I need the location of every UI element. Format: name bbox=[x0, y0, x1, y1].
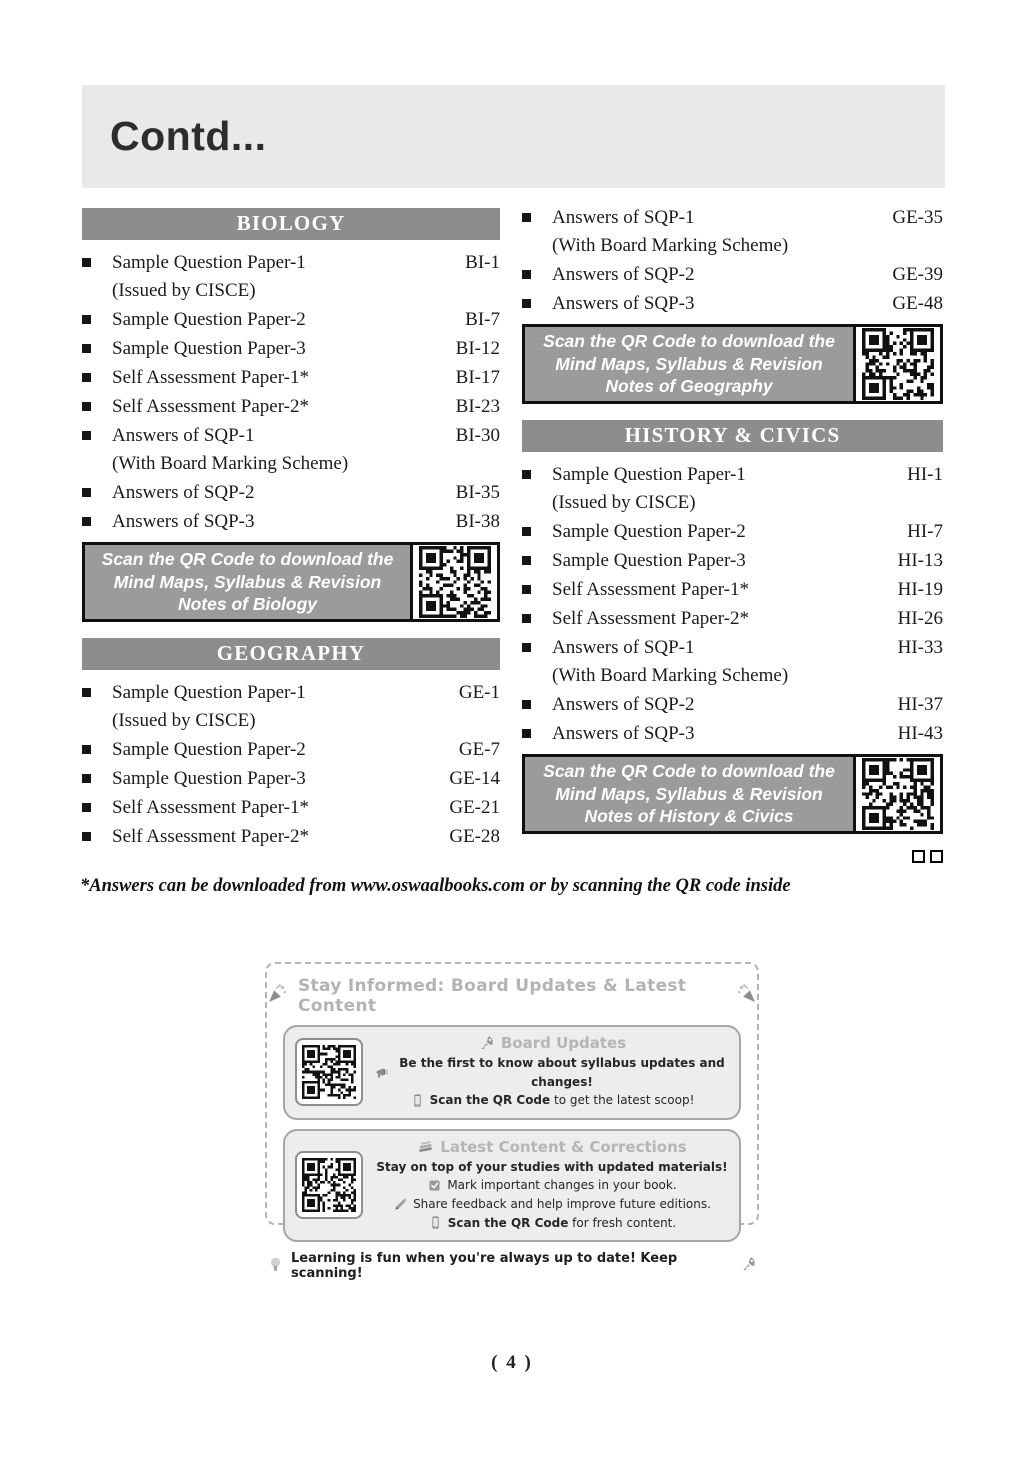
toc-item-subtitle: (With Board Marking Scheme) bbox=[112, 453, 349, 474]
rocket-icon bbox=[478, 1035, 495, 1052]
toc-item bbox=[82, 363, 500, 392]
qr-download-banner bbox=[522, 754, 943, 834]
stay-informed-line bbox=[375, 1158, 729, 1177]
qr-code bbox=[419, 546, 491, 618]
toc-item-label: Self Assessment Paper-1* bbox=[112, 797, 309, 818]
bullet-square-icon bbox=[522, 270, 531, 279]
toc-item-page: GE-21 bbox=[449, 797, 500, 818]
stay-informed-line bbox=[375, 1195, 729, 1214]
toc-item-page: HI-33 bbox=[897, 637, 943, 658]
qr-download-banner bbox=[522, 324, 943, 404]
qr-banner-line: Mind Maps, Syllabus & Revision bbox=[555, 353, 823, 374]
toc-item bbox=[82, 334, 500, 363]
stay-informed-card bbox=[283, 1025, 741, 1120]
toc-item bbox=[522, 546, 943, 575]
stay-informed-box bbox=[265, 962, 759, 1282]
toc-item-label: Answers of SQP-3 bbox=[112, 511, 255, 532]
toc-item-label: Answers of SQP-2 bbox=[552, 694, 695, 715]
toc-item-page: BI-1 bbox=[465, 252, 500, 273]
bullet-square-icon bbox=[82, 688, 91, 697]
toc-item bbox=[82, 248, 500, 277]
stay-informed-title: Stay Informed: Board Updates & Latest Content bbox=[298, 976, 687, 1016]
toc-item-subtitle: (With Board Marking Scheme) bbox=[552, 665, 789, 686]
books-icon bbox=[417, 1138, 434, 1155]
toc-item-page: GE-14 bbox=[449, 768, 500, 789]
qr-banner-text bbox=[525, 757, 853, 831]
toc-item bbox=[522, 633, 943, 662]
toc-item-label: Self Assessment Paper-2* bbox=[112, 826, 309, 847]
bullet-square-icon bbox=[522, 614, 531, 623]
bullet-square-icon bbox=[522, 643, 531, 652]
stay-informed-line bbox=[375, 1214, 729, 1233]
bullet-square-icon bbox=[82, 402, 91, 411]
qr-code bbox=[302, 1045, 356, 1099]
stay-informed-card-body bbox=[375, 1138, 729, 1232]
toc-item bbox=[522, 289, 943, 318]
party-popper-icon bbox=[267, 983, 288, 1004]
qr-box bbox=[295, 1151, 363, 1219]
toc-item-subtitle: (Issued by CISCE) bbox=[112, 710, 256, 731]
section-header: BIOLOGY bbox=[82, 208, 500, 240]
qr-download-banner bbox=[82, 542, 500, 622]
toc-item-label: Answers of SQP-3 bbox=[552, 293, 695, 314]
toc-item-page: GE-35 bbox=[892, 207, 943, 228]
stay-informed-card-title bbox=[375, 1138, 729, 1156]
qr-box bbox=[295, 1038, 363, 1106]
toc-item-label: Sample Question Paper-1 bbox=[552, 464, 746, 485]
stay-informed-line-text: Be the first to know about syllabus updates and changes! bbox=[399, 1056, 725, 1089]
qr-banner-line: Notes of History & Civics bbox=[584, 806, 794, 827]
bullet-square-icon bbox=[522, 556, 531, 565]
toc-item-subtitle: (With Board Marking Scheme) bbox=[552, 235, 789, 256]
toc-item-label: Sample Question Paper-3 bbox=[552, 550, 746, 571]
toc-item bbox=[82, 822, 500, 851]
toc-item-page: GE-48 bbox=[892, 293, 943, 314]
contd-label: Contd... bbox=[110, 113, 267, 159]
toc-item bbox=[82, 764, 500, 793]
toc-item-label: Sample Question Paper-3 bbox=[112, 338, 306, 359]
bullet-square-icon bbox=[82, 431, 91, 440]
toc-item-page: HI-26 bbox=[897, 608, 943, 629]
qr-banner-line: Scan the QR Code to download the bbox=[101, 549, 394, 570]
rocket-icon bbox=[740, 1256, 757, 1273]
bullet-square-icon bbox=[522, 527, 531, 536]
qr-banner-line: Scan the QR Code to download the bbox=[543, 331, 835, 352]
toc-item-label: Answers of SQP-1 bbox=[112, 425, 255, 446]
toc-item bbox=[522, 690, 943, 719]
check-icon bbox=[427, 1178, 442, 1193]
toc-item bbox=[522, 460, 943, 489]
stay-informed-card-body bbox=[375, 1034, 729, 1110]
end-square-icon bbox=[912, 850, 925, 863]
qr-banner-text bbox=[85, 545, 410, 619]
stay-informed-line-text: Scan the QR Code to get the latest scoop! bbox=[429, 1093, 695, 1108]
toc-item-label: Sample Question Paper-3 bbox=[112, 768, 306, 789]
stay-informed-line bbox=[375, 1054, 729, 1091]
toc-item bbox=[522, 260, 943, 289]
stay-informed-line-text: Scan the QR Code for fresh content. bbox=[447, 1215, 677, 1230]
toc-item-subtitle: (Issued by CISCE) bbox=[112, 280, 256, 301]
toc-item bbox=[522, 575, 943, 604]
qr-banner-line: Notes of Geography bbox=[605, 376, 773, 397]
toc-item-page: HI-43 bbox=[897, 723, 943, 744]
toc-item bbox=[82, 793, 500, 822]
phone-icon bbox=[410, 1093, 425, 1108]
toc-item bbox=[522, 719, 943, 748]
toc-item bbox=[82, 678, 500, 707]
toc-item bbox=[82, 421, 500, 450]
toc-item-label: Self Assessment Paper-1* bbox=[552, 579, 749, 600]
toc-item-label: Sample Question Paper-1 bbox=[112, 682, 306, 703]
toc-item-page: GE-1 bbox=[458, 682, 500, 703]
toc-item-label: Self Assessment Paper-2* bbox=[552, 608, 749, 629]
qr-banner-line: Mind Maps, Syllabus & Revision bbox=[113, 571, 382, 592]
bullet-square-icon bbox=[82, 258, 91, 267]
toc-item-page: BI-23 bbox=[455, 396, 500, 417]
toc-item-label: Answers of SQP-2 bbox=[112, 482, 255, 503]
qr-banner-line: Mind Maps, Syllabus & Revision bbox=[555, 783, 823, 804]
contd-banner bbox=[82, 85, 945, 188]
qr-box bbox=[853, 327, 940, 401]
bullet-square-icon bbox=[82, 774, 91, 783]
toc-item-page: BI-12 bbox=[455, 338, 500, 359]
bullet-square-icon bbox=[82, 803, 91, 812]
phone-icon bbox=[428, 1215, 443, 1230]
stay-informed-line-text: Stay on top of your studies with updated materials! bbox=[376, 1159, 728, 1174]
toc-item-page: GE-39 bbox=[892, 264, 943, 285]
toc-column-left bbox=[82, 208, 500, 851]
section-header: HISTORY & CIVICS bbox=[522, 420, 943, 452]
bullet-square-icon bbox=[82, 315, 91, 324]
toc-item-label: Sample Question Paper-2 bbox=[112, 739, 306, 760]
stay-informed-title-row bbox=[267, 976, 757, 1016]
bullet-square-icon bbox=[522, 213, 531, 222]
footnote: *Answers can be downloaded from www.oswaalbooks.com or by scanning the QR code inside bbox=[80, 876, 791, 896]
qr-code bbox=[862, 758, 934, 830]
bullet-square-icon bbox=[82, 344, 91, 353]
toc-item-label: Answers of SQP-1 bbox=[552, 207, 695, 228]
toc-item-page: GE-7 bbox=[458, 739, 500, 760]
stay-informed-card-title-text: Board Updates bbox=[500, 1034, 627, 1052]
qr-code bbox=[862, 328, 934, 400]
toc-item bbox=[522, 517, 943, 546]
toc-item bbox=[82, 392, 500, 421]
toc-item-page: BI-30 bbox=[455, 425, 500, 446]
bullet-square-icon bbox=[522, 299, 531, 308]
stay-informed-card-title bbox=[375, 1034, 729, 1052]
bullet-square-icon bbox=[82, 488, 91, 497]
toc-item-page: BI-17 bbox=[455, 367, 500, 388]
stay-informed-line-text: Mark important changes in your book. bbox=[447, 1178, 677, 1193]
toc-item bbox=[522, 203, 943, 232]
section-header: GEOGRAPHY bbox=[82, 638, 500, 670]
toc-item bbox=[82, 507, 500, 536]
megaphone-icon bbox=[375, 1065, 390, 1080]
qr-banner-line: Notes of Biology bbox=[177, 594, 318, 615]
toc-column-right bbox=[522, 203, 943, 866]
toc-item-label: Sample Question Paper-2 bbox=[112, 309, 306, 330]
pencil-icon bbox=[393, 1197, 408, 1212]
bullet-square-icon bbox=[522, 470, 531, 479]
bullet-square-icon bbox=[82, 373, 91, 382]
toc-item-label: Answers of SQP-3 bbox=[552, 723, 695, 744]
bullet-square-icon bbox=[522, 729, 531, 738]
page-number: ( 4 ) bbox=[491, 1352, 533, 1373]
toc-item-page: BI-7 bbox=[465, 309, 500, 330]
stay-informed-card-title-text: Latest Content & Corrections bbox=[440, 1137, 687, 1156]
toc-item bbox=[82, 735, 500, 764]
stay-informed-line-text: Share feedback and help improve future editions. bbox=[413, 1196, 711, 1211]
qr-banner-line: Scan the QR Code to download the bbox=[543, 761, 835, 782]
stay-informed-line bbox=[375, 1091, 729, 1110]
toc-item-page: GE-28 bbox=[449, 826, 500, 847]
toc-item-label: Answers of SQP-1 bbox=[552, 637, 695, 658]
toc-item-page: HI-7 bbox=[907, 521, 943, 542]
qr-box bbox=[853, 757, 940, 831]
bullet-square-icon bbox=[82, 745, 91, 754]
bullet-square-icon bbox=[522, 700, 531, 709]
toc-item-label: Answers of SQP-2 bbox=[552, 264, 695, 285]
section-end-marker bbox=[522, 850, 943, 866]
toc-item bbox=[522, 604, 943, 633]
toc-item-page: HI-19 bbox=[897, 579, 943, 600]
toc-item-label: Self Assessment Paper-1* bbox=[112, 367, 309, 388]
toc-item bbox=[82, 305, 500, 334]
stay-informed-footer bbox=[267, 1251, 757, 1281]
toc-item-label: Self Assessment Paper-2* bbox=[112, 396, 309, 417]
stay-informed-cards bbox=[267, 1025, 757, 1242]
bullet-square-icon bbox=[82, 517, 91, 526]
toc-item bbox=[82, 478, 500, 507]
toc-item-page: HI-13 bbox=[897, 550, 943, 571]
toc-item-page: HI-1 bbox=[907, 464, 943, 485]
qr-banner-text bbox=[525, 327, 853, 401]
stay-informed-line bbox=[375, 1176, 729, 1195]
toc-item-page: HI-37 bbox=[897, 694, 943, 715]
bulb-icon bbox=[267, 1256, 284, 1273]
bullet-square-icon bbox=[522, 585, 531, 594]
toc-item-page: BI-38 bbox=[455, 511, 500, 532]
toc-item-label: Sample Question Paper-2 bbox=[552, 521, 746, 542]
toc-item-subtitle: (Issued by CISCE) bbox=[552, 492, 696, 513]
end-square-icon bbox=[930, 850, 943, 863]
toc-item-label: Sample Question Paper-1 bbox=[112, 252, 306, 273]
stay-informed-footer-text: Learning is fun when you're always up to date! Keep scanning! bbox=[291, 1251, 678, 1282]
stay-informed-card bbox=[283, 1129, 741, 1242]
toc-item-page: BI-35 bbox=[455, 482, 500, 503]
qr-code bbox=[302, 1158, 356, 1212]
qr-box bbox=[410, 545, 497, 619]
bullet-square-icon bbox=[82, 832, 91, 841]
party-popper-icon bbox=[736, 983, 757, 1004]
